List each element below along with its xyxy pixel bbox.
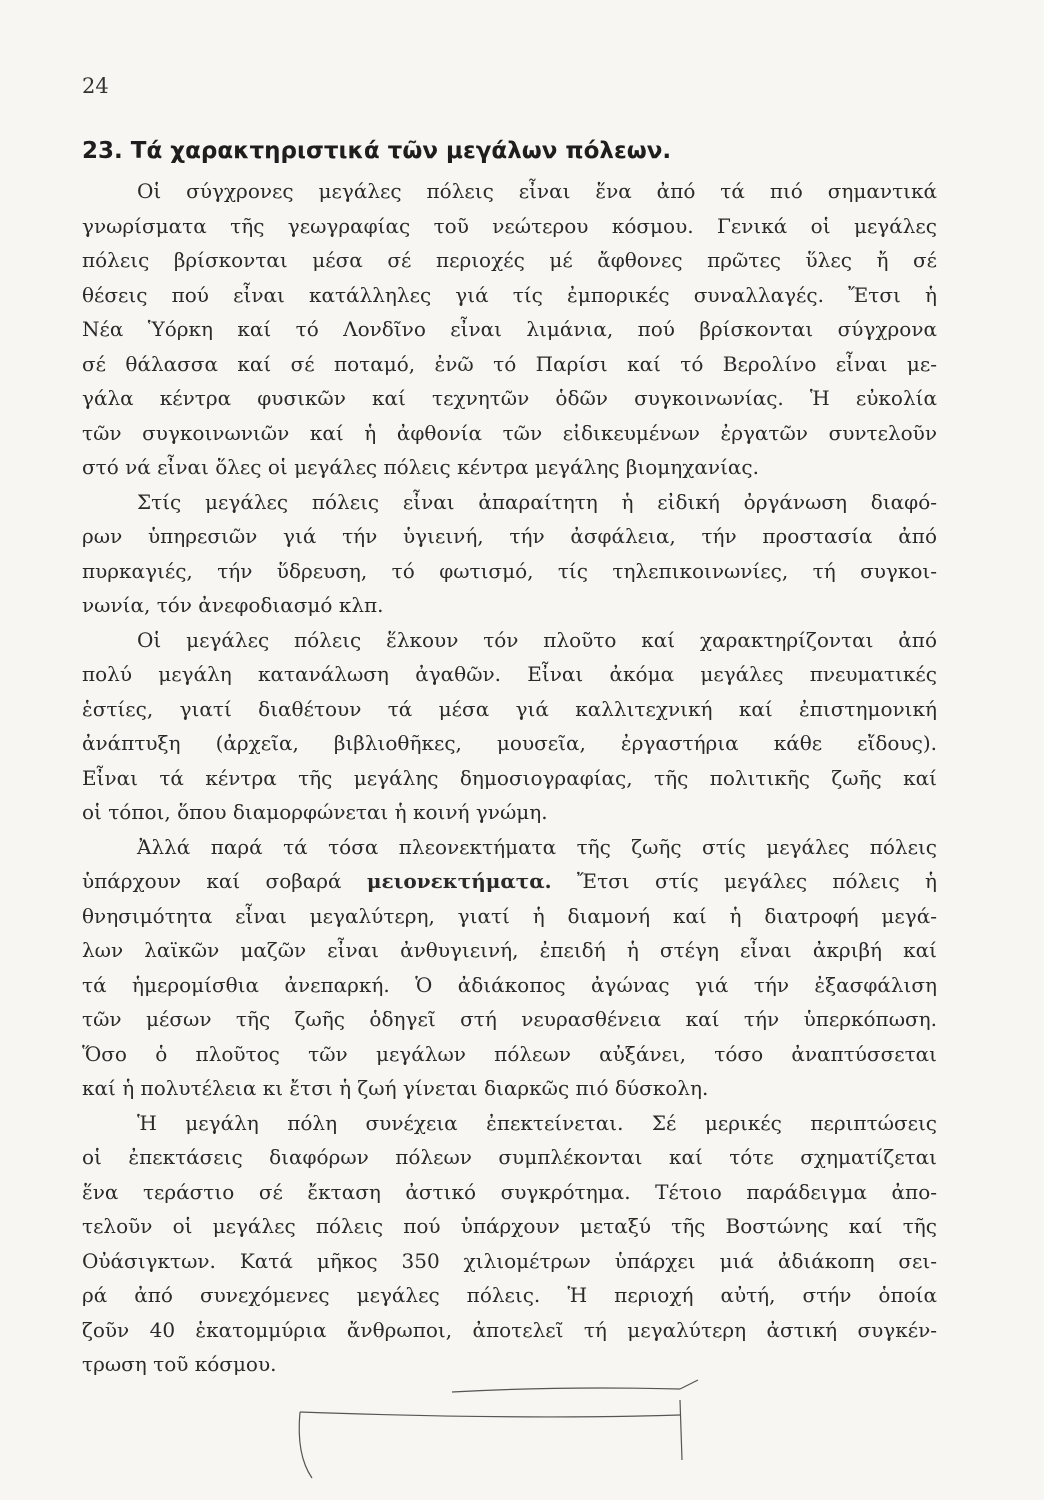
page-number: 24 <box>82 74 109 98</box>
text-line: Ὅσο ὁ πλοῦτος τῶν μεγάλων πόλεων αὐξάνει, τόσο ἀναπτύσσεται <box>82 1041 937 1066</box>
text-line: ζοῦν 40 ἑκατομμύρια ἄνθρωποι, ἀποτελεῖ τή μεγαλύτερη ἀστική συγκέν- <box>82 1317 937 1342</box>
text-line: Ἀλλά παρά τά τόσα πλεονεκτήματα τῆς ζωῆς στίς μεγάλες πόλεις <box>137 834 937 859</box>
text-line: Οὐάσιγκτων. Κατά μῆκος 350 χιλιομέτρων ὑπάρχει μιά ἀδιάκοπη σει- <box>82 1248 937 1273</box>
text-line: τρωση τοῦ κόσμου. <box>82 1352 277 1376</box>
text-line: οἱ ἐπεκτάσεις διαφόρων πόλεων συμπλέκονται καί τότε σχηματίζεται <box>82 1145 937 1169</box>
text-line: καί ἡ πολυτέλεια κι ἔτσι ἡ ζωή γίνεται διαρκῶς πιό δύσκολη. <box>82 1076 709 1100</box>
text-line: στό νά εἶναι ὅλες οἱ μεγάλες πόλεις κέντρα μεγάλης βιομηχανίας. <box>82 455 759 479</box>
text-line: γάλα κέντρα φυσικῶν καί τεχνητῶν ὁδῶν συγκοινωνίας. Ἡ εὐκολία <box>82 386 937 410</box>
text-line: πόλεις βρίσκονται μέσα σέ περιοχές μέ ἄφθονες πρῶτες ὕλες ἤ σέ <box>82 248 937 272</box>
text-line: θνησιμότητα εἶναι μεγαλύτερη, γιατί ἡ διαμονή καί ἡ διατροφή μεγά- <box>82 903 937 928</box>
text-line: Ἡ μεγάλη πόλη συνέχεια ἐπεκτείνεται. Σέ μερικές περιπτώσεις <box>137 1110 937 1135</box>
text-line: Οἱ μεγάλες πόλεις ἕλκουν τόν πλοῦτο καί χαρακτηρίζονται ἀπό <box>137 627 937 652</box>
text-line: τῶν συγκοινωνιῶν καί ἡ ἀφθονία τῶν εἰδικευμένων ἐργατῶν συντελοῦν <box>82 420 937 445</box>
text-line: Εἶναι τά κέντρα τῆς μεγάλης δημοσιογραφίας, τῆς πολιτικῆς ζωῆς καί <box>82 765 937 790</box>
text-line: γνωρίσματα τῆς γεωγραφίας τοῦ νεώτερου κόσμου. Γενικά οἱ μεγάλες <box>82 213 937 238</box>
text-line: ἕνα τεράστιο σέ ἔκταση ἀστικό συγκρότημα. Τέτοιο παράδειγμα ἀπο- <box>82 1179 937 1204</box>
text-line: ἀνάπτυξη (ἀρχεῖα, βιβλιοθῆκες, μουσεῖα, ἐργαστήρια κάθε εἴδους). <box>82 731 937 755</box>
text-line: ἑστίες, γιατί διαθέτουν τά μέσα γιά καλλιτεχνική καί ἐπιστημονική <box>82 696 937 721</box>
text-segment: Ἔτσι στίς μεγάλες πόλεις ἡ <box>551 869 937 893</box>
text-line: λων λαϊκῶν μαζῶν εἶναι ἀνθυγιεινή, ἐπειδή ἡ στέγη εἶναι ἀκριβή καί <box>82 938 937 962</box>
text-line: Στίς μεγάλες πόλεις εἶναι ἀπαραίτητη ἡ εἰδική ὀργάνωση διαφό- <box>137 489 937 514</box>
bold-term: μειονεκτήματα. <box>366 869 552 893</box>
body-text <box>82 174 937 1382</box>
text-segment: ὑπάρχουν καί σοβαρά <box>82 869 367 893</box>
text-line: τελοῦν οἱ μεγάλες πόλεις πού ὑπάρχουν μεταξύ τῆς Βοστώνης καί τῆς <box>82 1214 937 1238</box>
text-line: θέσεις πού εἶναι κατάλληλες γιά τίς ἐμπορικές συναλλαγές. Ἔτσι ἡ <box>82 282 937 307</box>
text-line: πολύ μεγάλη κατανάλωση ἀγαθῶν. Εἶναι ἀκόμα μεγάλες πνευματικές <box>82 662 937 686</box>
text-line: σέ θάλασσα καί σέ ποταμό, ἐνῶ τό Παρίσι καί τό Βερολίνο εἶναι με- <box>82 351 937 376</box>
text-line: ρά ἀπό συνεχόμενες μεγάλες πόλεις. Ἡ περιοχή αὐτή, στήν ὁποία <box>82 1283 937 1307</box>
text-line: τά ἡμερομίσθια ἀνεπαρκή. Ὁ ἀδιάκοπος ἀγώνας γιά τήν ἐξασφάλιση <box>82 972 937 997</box>
text-line <box>82 864 937 899</box>
text-line: νωνία, τόν ἀνεφοδιασμό κλπ. <box>82 593 384 617</box>
section-heading: 23. Τά χαρακτηριστικά τῶν μεγάλων πόλεων. <box>82 138 672 164</box>
text-line: Οἱ σύγχρονες μεγάλες πόλεις εἶναι ἕνα ἀπό τά πιό σημαντικά <box>137 179 937 203</box>
text-line: τῶν μέσων τῆς ζωῆς ὁδηγεῖ στή νευρασθένεια καί τήν ὑπερκόπωση. <box>82 1007 937 1031</box>
text-line: ρων ὑπηρεσιῶν γιά τήν ὑγιεινή, τήν ἀσφάλεια, τήν προστασία ἀπό <box>82 524 937 548</box>
text-line: Νέα Ὑόρκη καί τό Λονδῖνο εἶναι λιμάνια, πού βρίσκονται σύγχρονα <box>82 317 937 341</box>
text-line: πυρκαγιές, τήν ὕδρευση, τό φωτισμό, τίς τηλεπικοινωνίες, τή συγκοι- <box>82 558 937 583</box>
text-line: οἱ τόποι, ὅπου διαμορφώνεται ἡ κοινή γνώμη. <box>82 800 548 824</box>
